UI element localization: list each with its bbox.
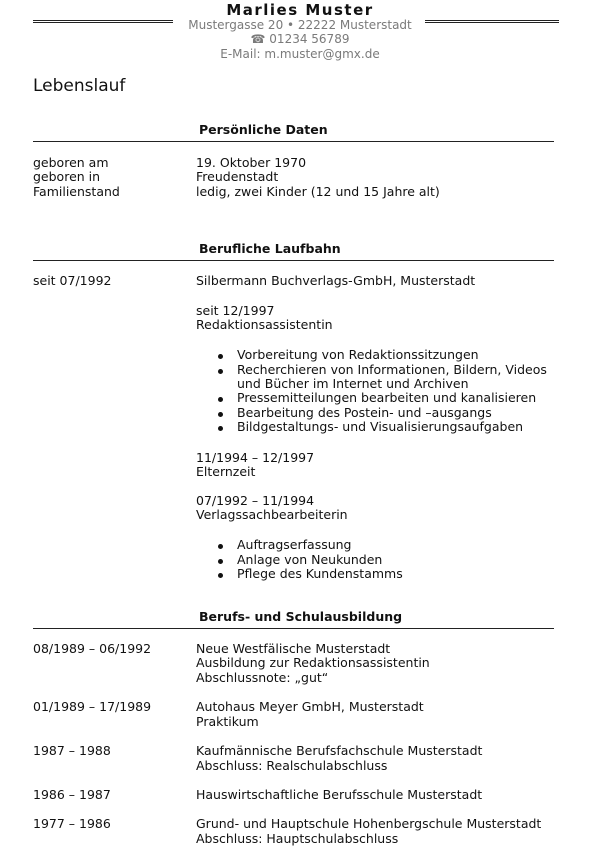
phone-icon: ☎ xyxy=(250,32,266,46)
edu-2-line-1: Autohaus Meyer GmbH, Musterstadt xyxy=(196,699,424,714)
edu-5-line-2: Abschluss: Hauptschulabschluss xyxy=(196,831,399,846)
personal-label-family: Familienstand xyxy=(33,184,120,199)
section-career-heading xyxy=(33,241,554,261)
section-education-heading xyxy=(33,609,554,629)
phone-line xyxy=(0,32,600,46)
list-item: Auftragserfassung xyxy=(218,538,403,553)
edu-5-period: 1977 – 1986 xyxy=(33,816,111,831)
edu-2-period: 01/1989 – 17/1989 xyxy=(33,699,152,714)
section-career-title: Berufliche Laufbahn xyxy=(199,241,341,256)
personal-label-birthplace: geboren in xyxy=(33,169,101,184)
role3-task-list xyxy=(218,538,403,582)
document-title: Lebenslauf xyxy=(33,76,126,96)
edu-4-period: 1986 – 1987 xyxy=(33,787,111,802)
edu-1-line-3: Abschlussnote: „gut“ xyxy=(196,670,329,685)
role2-period: 11/1994 – 12/1997 xyxy=(196,450,315,465)
role3-period: 07/1992 – 11/1994 xyxy=(196,493,315,508)
list-item: Bildgestaltungs- und Visualisierungsaufgaben xyxy=(218,420,536,435)
list-item: Recherchieren von Informationen, Bildern, Videos xyxy=(218,363,547,378)
role1-period: seit 12/1997 xyxy=(196,303,275,318)
edu-1-period: 08/1989 – 06/1992 xyxy=(33,641,152,656)
phone-number: 01234 56789 xyxy=(269,32,350,46)
career-employer: Silbermann Buchverlags-GmbH, Musterstadt xyxy=(196,273,476,288)
role3-title: Verlagssachbearbeiterin xyxy=(196,507,348,522)
edu-2-line-2: Praktikum xyxy=(196,714,259,729)
role1-task-list-cont xyxy=(218,391,536,435)
role1-task-list xyxy=(218,348,547,377)
edu-3-period: 1987 – 1988 xyxy=(33,743,111,758)
role2-title: Elternzeit xyxy=(196,464,256,479)
edu-4-line-1: Hauswirtschaftliche Berufsschule Musterstadt xyxy=(196,787,483,802)
list-item: Bearbeitung des Postein- und –ausgangs xyxy=(218,406,536,421)
edu-3-line-2: Abschluss: Realschulabschluss xyxy=(196,758,388,773)
email: E-Mail: m.muster@gmx.de xyxy=(220,47,380,61)
list-item: Pflege des Kundenstamms xyxy=(218,567,403,582)
personal-value-birthdate: 19. Oktober 1970 xyxy=(196,155,307,170)
list-item: Anlage von Neukunden xyxy=(218,553,403,568)
section-personal-title: Persönliche Daten xyxy=(199,122,328,137)
personal-label-birthdate: geboren am xyxy=(33,155,109,170)
career-since-label: seit 07/1992 xyxy=(33,273,112,288)
list-item-continuation: und Bücher im Internet und Archiven xyxy=(237,376,469,391)
list-item: Pressemitteilungen bearbeiten und kanalisieren xyxy=(218,391,536,406)
address: Mustergasse 20 • 22222 Musterstadt xyxy=(188,18,412,32)
edu-5-line-1: Grund- und Hauptschule Hohenbergschule Musterstadt xyxy=(196,816,542,831)
edu-1-line-2: Ausbildung zur Redaktionsassistentin xyxy=(196,655,430,670)
personal-value-family: ledig, zwei Kinder (12 und 15 Jahre alt) xyxy=(196,184,440,199)
edu-3-line-1: Kaufmännische Berufsfachschule Musterstadt xyxy=(196,743,483,758)
role1-title: Redaktionsassistentin xyxy=(196,317,333,332)
applicant-name: Marlies Muster xyxy=(226,1,374,19)
section-personal-heading xyxy=(33,122,554,142)
section-education-title: Berufs- und Schulausbildung xyxy=(199,609,403,624)
personal-value-birthplace: Freudenstadt xyxy=(196,169,279,184)
edu-1-line-1: Neue Westfälische Musterstadt xyxy=(196,641,391,656)
list-item: Vorbereitung von Redaktionssitzungen xyxy=(218,348,547,363)
